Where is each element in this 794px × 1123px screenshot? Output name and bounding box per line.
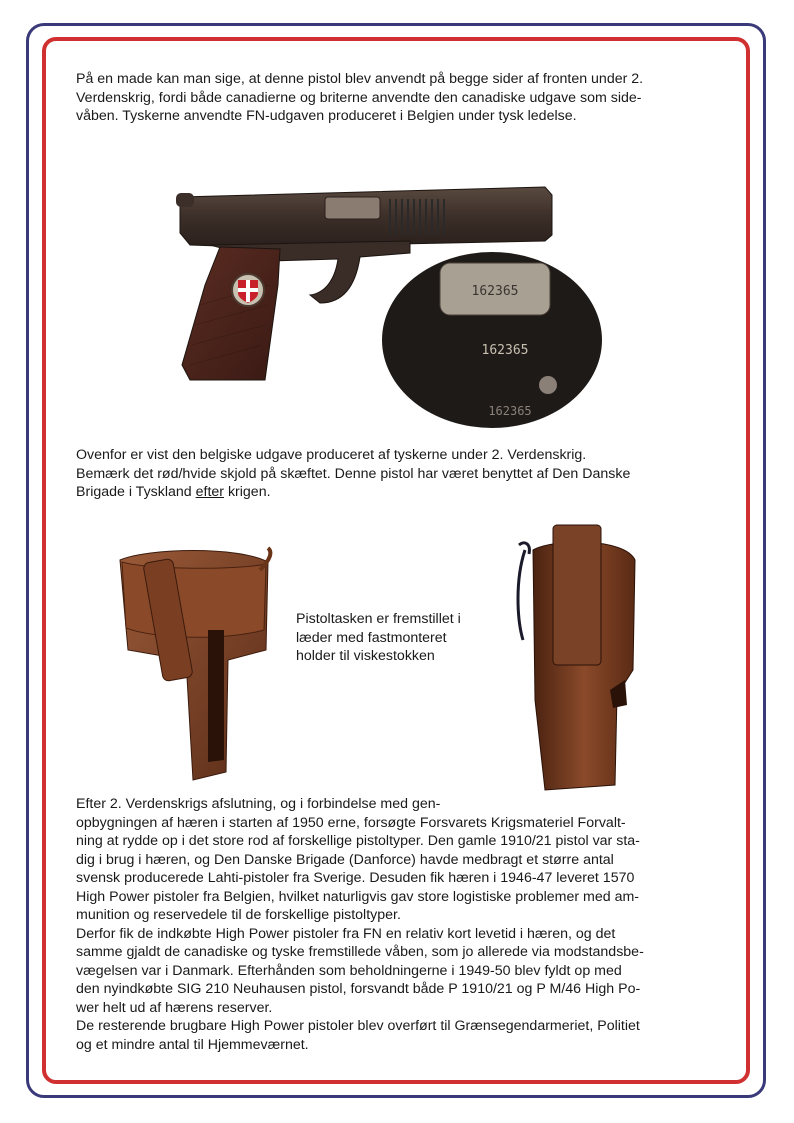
holster-caption-line: holder til viskestokken bbox=[296, 648, 435, 664]
intro-paragraph bbox=[76, 70, 736, 126]
pistol-caption bbox=[76, 446, 736, 502]
body-line: ning at rydde op i det store rod af forskellige pistoltyper. Den gamle 1910/21 pistol var sta- bbox=[76, 833, 640, 849]
holster-caption-line: Pistoltasken er fremstillet i bbox=[296, 611, 461, 627]
holster-caption bbox=[296, 610, 506, 666]
body-line: munition og reservedele til de forskellige pistoltyper. bbox=[76, 907, 401, 923]
body-line: High Power pistoler fra Belgien, hvilket naturligvis gav store logistiske problemer med am- bbox=[76, 888, 640, 905]
body-line: De resterende brugbare High Power pistoler blev overført til Grænsegendarmeriet, Politiet bbox=[76, 1018, 640, 1034]
body-line: samme gjaldt de canadiske og tyske fremstillede våben, som jo allerede via modstandsbe- bbox=[76, 944, 644, 960]
intro-line: våben. Tyskerne anvendte FN-udgaven produceret i Belgien under tysk ledelse. bbox=[76, 108, 577, 124]
caption-line: Ovenfor er vist den belgiske udgave produceret af tyskerne under 2. Verdenskrig. bbox=[76, 447, 587, 463]
holster-caption-line: læder med fastmonteret bbox=[296, 629, 447, 646]
intro-line: På en made kan man sige, at denne pistol blev anvendt på begge sider af fronten under 2. bbox=[76, 71, 644, 87]
caption-line bbox=[76, 483, 736, 502]
holster-back-photo bbox=[505, 520, 655, 795]
holster-front-photo bbox=[108, 540, 283, 785]
serial-number: 162365 bbox=[471, 284, 519, 299]
caption-text: krigen. bbox=[224, 484, 271, 500]
serial-number: 162365 bbox=[481, 343, 529, 358]
caption-emphasis: efter bbox=[195, 484, 224, 500]
body-line: dig i brug i hæren, og Den Danske Brigade (Danforce) havde medbragt et større antal bbox=[76, 851, 614, 868]
body-line: wer helt ud af hærens reserver. bbox=[76, 999, 273, 1016]
caption-text: Brigade i Tyskland bbox=[76, 484, 196, 500]
body-line: svensk producerede Lahti-pistoler fra Sverige. Desuden fik hæren i 1946-47 leveret 1570 bbox=[76, 870, 635, 886]
body-line: og et mindre antal til Hjemmeværnet. bbox=[76, 1036, 309, 1053]
body-line: opbygningen af hæren i starten af 1950 erne, forsøgte Forsvarets Krigsmateriel Forvalt- bbox=[76, 814, 626, 831]
serial-number: 162365 bbox=[488, 404, 532, 418]
body-line: vægelsen var i Danmark. Efterhånden som beholdningerne i 1949-50 blev fyldt op med bbox=[76, 962, 622, 979]
caption-line: Bemærk det rød/hvide skjold på skæftet. Denne pistol har været benyttet af Den Danske bbox=[76, 465, 631, 482]
body-line: den nyindkøbte SIG 210 Neuhausen pistol, forsvandt både P 1910/21 og P M/46 High Po- bbox=[76, 981, 641, 997]
body-line: Derfor fik de indkøbte High Power pistoler fra FN en relativ kort levetid i hæren, og det bbox=[76, 925, 616, 942]
intro-line: Verdenskrig, fordi både canadierne og briterne anvendte den canadiske udgave som side- bbox=[76, 89, 642, 106]
history-paragraph bbox=[76, 795, 746, 1054]
body-line: Efter 2. Verdenskrigs afslutning, og i forbindelse med gen- bbox=[76, 796, 441, 812]
pistol-photo bbox=[150, 175, 570, 418]
